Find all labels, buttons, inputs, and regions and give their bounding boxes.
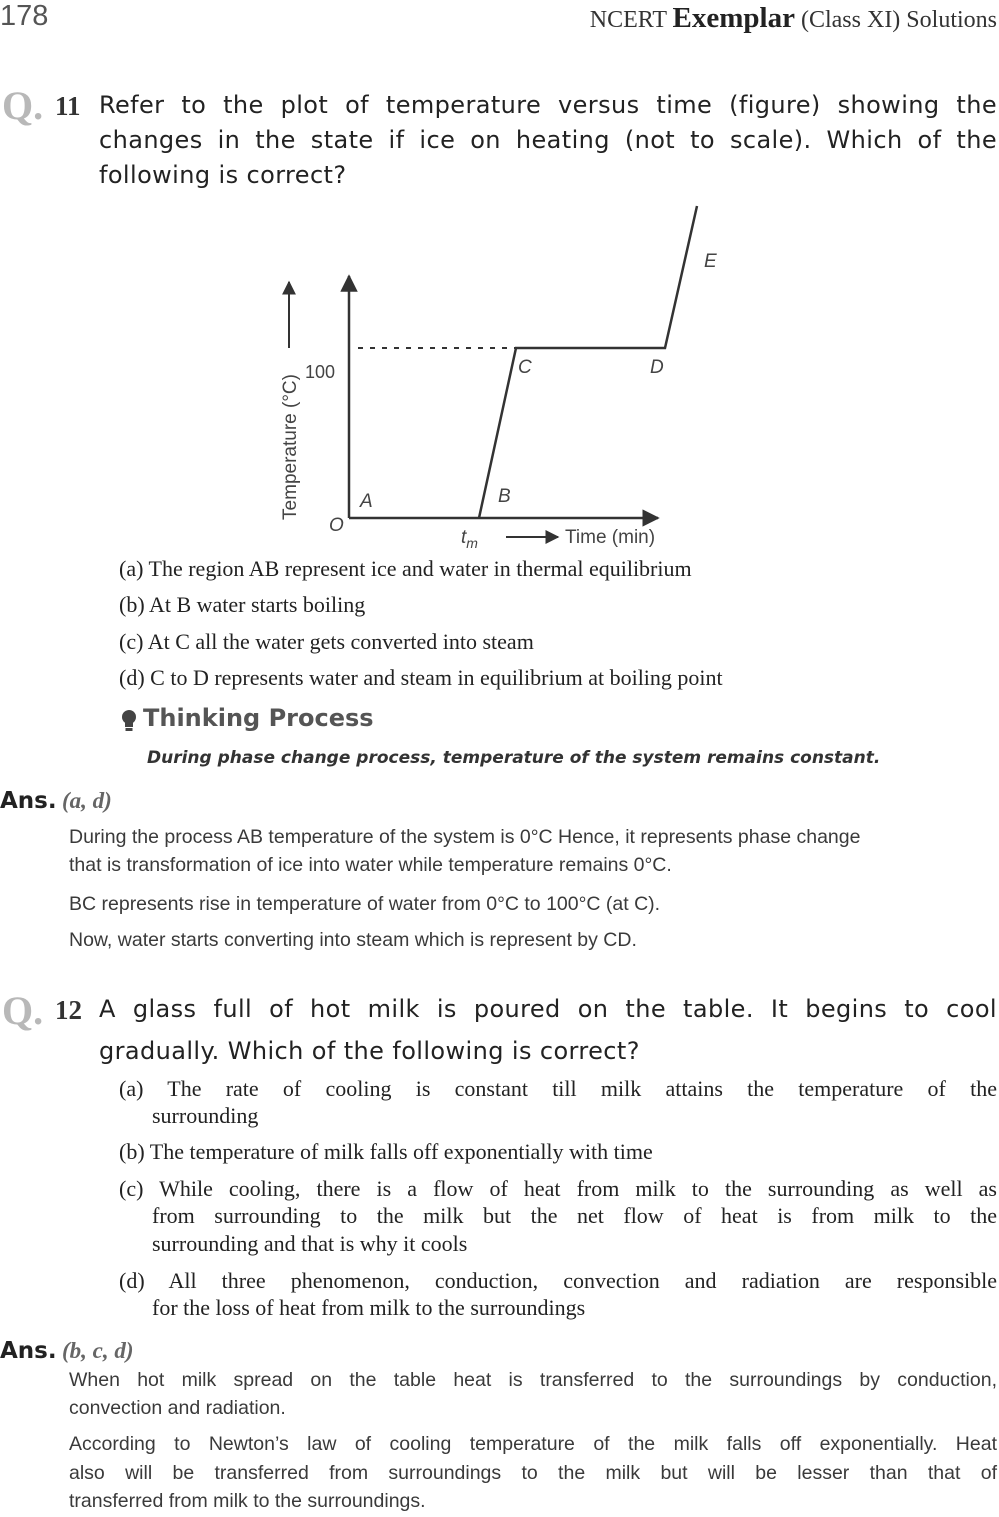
q12-option-c-line-1: (c) While cooling, there is a flow of heat from milk to the surrounding as well as — [119, 1176, 997, 1201]
q12-explanation-line-4: also will be transferred from surroundings to the milk but will be lesser than that of — [69, 1462, 997, 1484]
q12-explanation-line-5: transferred from milk to the surroundings. — [69, 1490, 426, 1512]
thinking-process-text: During phase change process, temperature of the system remains constant. — [147, 748, 881, 768]
q11-option-c: (c) At C all the water gets converted into steam — [119, 629, 534, 654]
q12-option-a-line-2: surrounding — [152, 1103, 259, 1128]
t-subscript: m — [466, 535, 478, 551]
y-axis-label: Temperature (°C) — [280, 374, 301, 520]
point-a-label: A — [360, 491, 373, 512]
q11-explanation-line-4: Now, water starts converting into steam which is represent by CD. — [69, 929, 637, 951]
question-marker-12: Q. — [2, 988, 44, 1033]
question-number-12: 12 — [55, 995, 82, 1025]
q12-answer-label: Ans. — [0, 1338, 57, 1364]
point-c-label: C — [518, 357, 532, 378]
q12-option-d-line-1: (d) All three phenomenon, conduction, convection and radiation are responsible — [119, 1268, 997, 1293]
q12-option-a-line-1: (a) The rate of cooling is constant till milk attains the temperature of the — [119, 1076, 997, 1101]
q11-option-d: (d) C to D represents water and steam in equilibrium at boiling point — [119, 665, 723, 690]
thinking-process-title: Thinking Process — [143, 704, 374, 732]
origin-label: O — [329, 515, 344, 536]
temperature-time-graph — [0, 0, 999, 560]
page-number: 178 — [0, 0, 49, 32]
book-title-prefix: NCERT — [589, 7, 673, 33]
q12-option-c-line-2: from surrounding to the milk but the net flow of heat is from milk to the — [152, 1203, 997, 1228]
book-title-suffix: (Class XI) Solutions — [794, 7, 997, 33]
question-12-line-1: A glass full of hot milk is poured on the table. It begins to cool — [99, 995, 997, 1023]
q12-option-b: (b) The temperature of milk falls off exponentially with time — [119, 1139, 653, 1164]
x-axis-label: Time (min) — [565, 527, 656, 548]
question-12-line-2: gradually. Which of the following is correct? — [99, 1037, 640, 1065]
q11-answer-value: (a, d) — [62, 788, 112, 813]
q11-explanation-line-2: that is transformation of ice into water while temperature remains 0°C. — [69, 854, 672, 876]
y-tick-100: 100 — [305, 362, 336, 382]
q12-option-c-line-3: surrounding and that is why it cools — [152, 1231, 468, 1256]
t-m-label — [461, 527, 478, 551]
q12-answer-value: (b, c, d) — [62, 1338, 134, 1363]
q11-explanation-line-3: BC represents rise in temperature of water from 0°C to 100°C (at C). — [69, 893, 661, 915]
point-b-label: B — [498, 486, 511, 507]
q11-explanation-line-1: During the process AB temperature of the system is 0°C Hence, it represents phase change — [69, 826, 861, 848]
point-d-label: D — [650, 357, 664, 378]
lightbulb-icon — [119, 709, 139, 733]
q11-option-b: (b) At B water starts boiling — [119, 592, 366, 617]
question-marker-11: Q. — [2, 83, 44, 128]
heating-curve — [479, 206, 697, 518]
book-title-bold: Exemplar — [672, 2, 795, 34]
q12-explanation-line-2: convection and radiation. — [69, 1397, 286, 1419]
question-11-line-2: changes in the state if ice on heating (not to scale). Which of the — [99, 126, 997, 154]
question-11-line-1: Refer to the plot of temperature versus time (figure) showing the — [99, 91, 997, 119]
q11-option-a: (a) The region AB represent ice and water in thermal equilibrium — [119, 556, 692, 581]
question-number-11: 11 — [55, 91, 81, 121]
q11-answer-label: Ans. — [0, 788, 57, 814]
t-label: t — [461, 527, 467, 548]
q12-explanation-line-1: When hot milk spread on the table heat is transferred to the surroundings by conduction, — [69, 1369, 997, 1391]
point-e-label: E — [704, 251, 717, 272]
q12-explanation-line-3: According to Newton’s law of cooling temperature of the milk falls off exponentially. Heat — [69, 1433, 997, 1455]
q12-option-d-line-2: for the loss of heat from milk to the surroundings — [152, 1295, 586, 1320]
question-11-line-3: following is correct? — [99, 161, 347, 189]
